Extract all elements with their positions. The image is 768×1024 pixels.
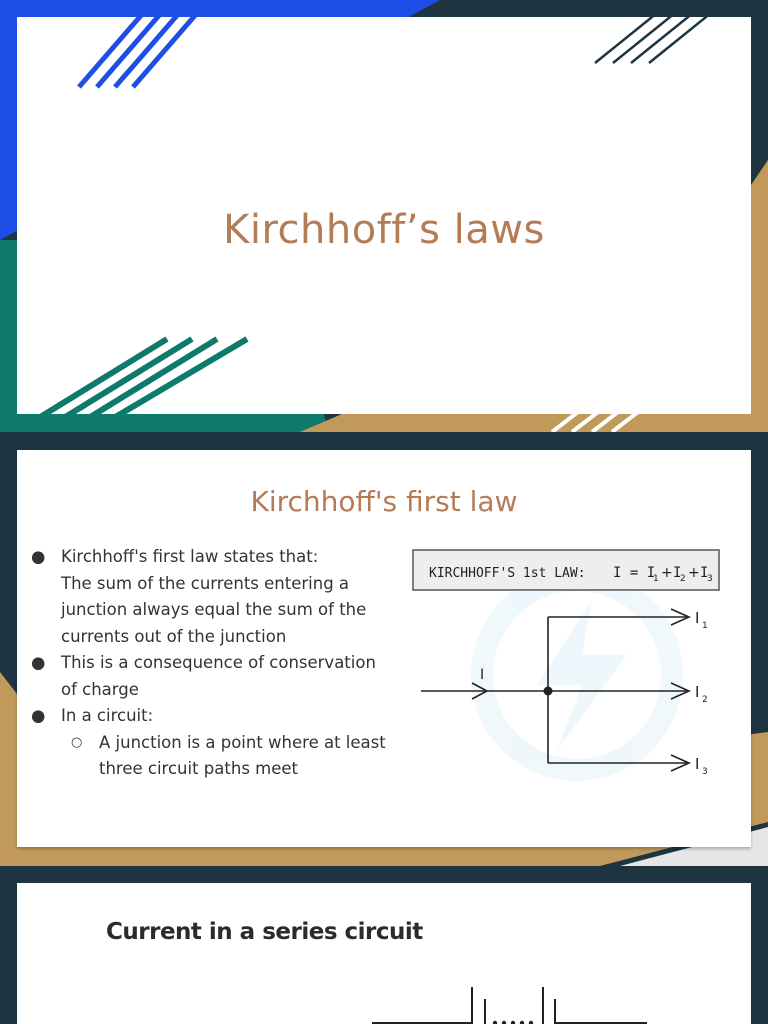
series-circuit-diagram: [17, 883, 751, 1024]
bullet-line: In a circuit:: [61, 706, 154, 725]
bullet-line: of charge: [61, 679, 139, 699]
bullet-line: junction always equal the sum of the: [61, 600, 367, 619]
slide-2-card: [17, 450, 751, 847]
slide-1-card: [17, 17, 751, 414]
law-term-3: I: [700, 565, 709, 581]
bullet-marker: ●: [31, 547, 46, 566]
slide-3-card: [17, 883, 751, 1024]
bullet-line: three circuit paths meet: [99, 759, 298, 778]
kirchhoff-junction-diagram: [17, 450, 751, 847]
slide-3-title: Current in a series circuit: [106, 919, 423, 945]
output-current-sub-3: 3: [702, 767, 708, 777]
bullet-marker: ●: [31, 653, 46, 672]
bullet-line: Kirchhoff's first law states that:: [61, 547, 319, 566]
sub-bullet-marker: ○: [71, 734, 83, 750]
input-current-label: I: [480, 667, 485, 683]
law-sub-1: 1: [653, 574, 659, 584]
output-current-sub-2: 2: [702, 695, 708, 705]
law-sub-2: 2: [680, 574, 686, 584]
junction-node: [544, 687, 553, 696]
slide-1-title: Kirchhoff’s laws: [223, 207, 545, 253]
bullet-line: A junction is a point where at least: [99, 732, 386, 752]
slide-1: [0, 0, 768, 432]
output-current-label-1: I: [695, 609, 700, 627]
bullet-line: The sum of the currents entering a: [61, 573, 350, 593]
law-sub-3: 3: [707, 574, 713, 584]
bullet-line: currents out of the junction: [61, 626, 287, 646]
law-term-2: I: [673, 565, 682, 581]
law-box-label: KIRCHHOFF'S 1st LAW:: [429, 566, 586, 581]
slide-2: [0, 432, 768, 866]
output-current-label-3: I: [695, 755, 700, 773]
output-current-sub-1: 1: [702, 621, 708, 631]
watermark-logo: [482, 580, 672, 770]
law-equation-lhs: I = I: [613, 565, 656, 581]
slide-2-title: Kirchhoff's first law: [250, 485, 518, 518]
law-plus: +: [688, 565, 700, 581]
slide-3: [0, 866, 768, 1024]
bullet-line: This is a consequence of conservation: [61, 653, 376, 672]
law-plus: +: [661, 565, 673, 581]
bullet-marker: ●: [31, 706, 46, 725]
output-current-label-2: I: [695, 683, 700, 701]
